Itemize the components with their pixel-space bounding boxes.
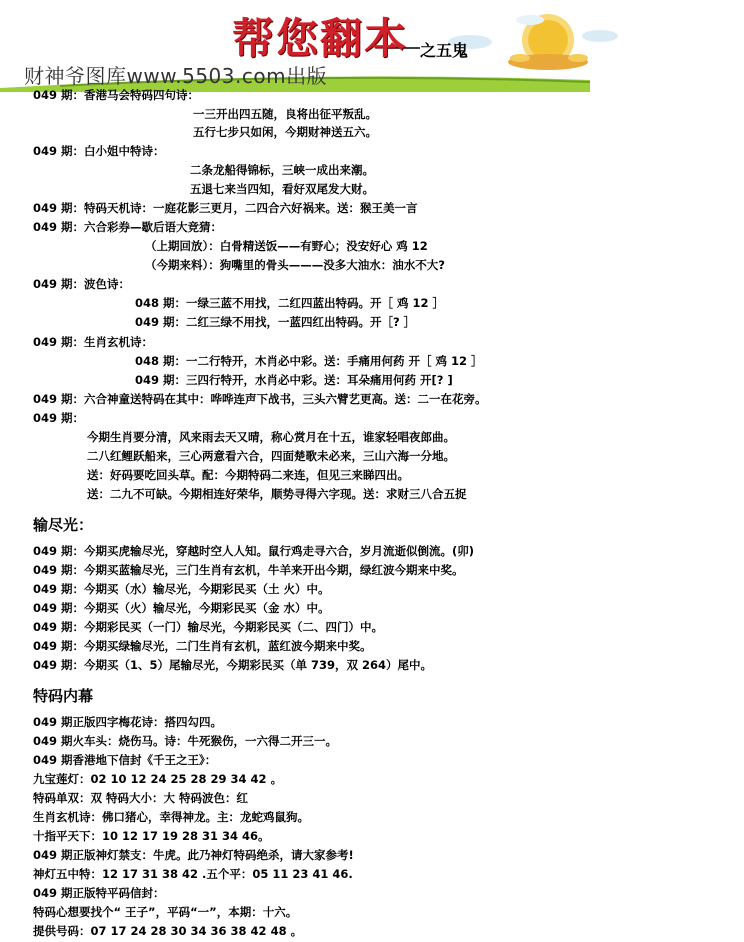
text-line: （今期来料）：狗嘴里的骨头———没多大油水：油水不大? [145,258,445,272]
section-title-lose: 输尽光： [33,516,94,534]
text-line: 049 期： [33,411,85,425]
text-line: （上期回放）：白骨精送饭——有野心；没安好心 鸡 12 [145,239,428,253]
text-line: 九宝莲灯：02 10 12 24 25 28 29 34 42 。 [33,772,283,786]
text-line: 049 期：六合神童送特码在其中：哗哗连声下战书，三头六臂艺更高。送：二一在花旁。 [33,392,487,406]
text-line: 049 期：三四行特开，水肖必中彩。送：耳朵痛用何药 开[? ] [135,373,453,387]
text-line: 049 期：生肖玄机诗： [33,335,154,349]
text-line: 送：好码要吃回头草。配：今期特码二来连，但见三来睇四出。 [87,468,409,482]
text-line: 049 期：今期彩民买（一门）输尽光，今期彩民买（二、四门）中。 [33,620,384,634]
section-title-special: 特码内幕 [33,687,94,705]
text-line: 二条龙船得锦标，三峡一成出来潮。 [190,163,374,177]
text-line: 049 期：今期买（1、5）尾输尽光，今期彩民买（单 739，双 264）尾中。 [33,658,433,672]
text-line: 十指平天下：10 12 17 19 28 31 34 46。 [33,829,270,843]
text-line: 049 期正版神灯禁支：牛虎。此乃神灯特码绝杀，请大家参考! [33,848,354,862]
text-line: 049 期：今期买（水）输尽光，今期彩民买（土 火）中。 [33,582,330,596]
text-line: 神灯五中特：12 17 31 38 42 .五个平：05 11 23 41 46. [33,867,353,881]
text-line: 049 期：白小姐中特诗： [33,144,165,158]
text-line: 049 期：今期买蓝输尽光，三门生肖有玄机，牛羊来开出今期，绿红波今期来中奖。 [33,563,464,577]
text-line: 生肖玄机诗：佛口猪心，幸得神龙。主：龙蛇鸡鼠狗。 [33,810,309,824]
text-line: 049 期：今期买绿输尽光，二门生肖有玄机，蓝红波今期来中奖。 [33,639,372,653]
text-line: 提供号码：07 17 24 28 30 34 36 38 42 48 。 [33,924,303,938]
text-line: 049 期：六合彩券—歇后语大竞猜： [33,220,223,234]
text-line: 049 期：二红三绿不用找，一蓝四红出特码。开［? ］ [135,315,416,329]
watermark-text: 财神爷图库www.5503.com出版 [24,64,328,88]
text-line: 049 期：香港马会特码四句诗： [33,88,200,102]
text-line: 049 期：波色诗： [33,277,131,291]
text-line: 049 期：今期买虎输尽光，穿越时空人人知。鼠行鸡走寻六合，岁月流逝似倒流。(卯) [33,544,475,558]
text-line: 五行七步只如闲，今期财神送五六。 [193,125,377,139]
text-line: 049 期：今期买（火）输尽光，今期彩民买（金 水）中。 [33,601,330,615]
text-line: 049 期香港地下信封《千王之王》： [33,753,217,767]
text-line: 048 期：一绿三蓝不用找，二红四蓝出特码。开［ 鸡 12 ］ [135,296,445,310]
text-line: 049 期正版四字梅花诗：搭四勾四。 [33,715,223,729]
header-banner [0,0,744,92]
text-line: 特码单双：双 特码大小：大 特码波色：红 [33,791,249,805]
text-line: 五退七来当四知，看好双尾发大财。 [190,182,374,196]
text-line: 特码心想要找个“ 王子”，平码“一”，本期：十六。 [33,905,298,919]
text-line: 049 期正版特平码信封： [33,886,165,900]
page-title: 帮您翻本 [232,14,409,63]
text-line: 049 期火车头：烧伤马。诗：牛死猴伤，一六得二开三一。 [33,734,338,748]
page-subtitle: 之五鬼 [420,41,469,60]
text-line: 049 期：特码天机诗：一庭花影三更月，二四合六好祸来。送：猴王美一言 [33,201,418,215]
text-line: 048 期：一二行特开，木肖必中彩。送：手痛用何药 开［ 鸡 12 ］ [135,354,483,368]
text-line: 一三开出四五随，良将出征平叛乱。 [193,107,377,121]
text-line: 送：二九不可缺。今期相连好荣华，顺势寻得六字现。送：求财三八合五捉 [87,487,467,501]
text-line: 二八红鲤跃船来，三心两意看六合，四面楚歌未必来，三山六海一分地。 [87,449,455,463]
text-line: 今期生肖要分清，风来雨去天又晴，称心赏月在十五，谁家轻唱夜郎曲。 [87,430,455,444]
